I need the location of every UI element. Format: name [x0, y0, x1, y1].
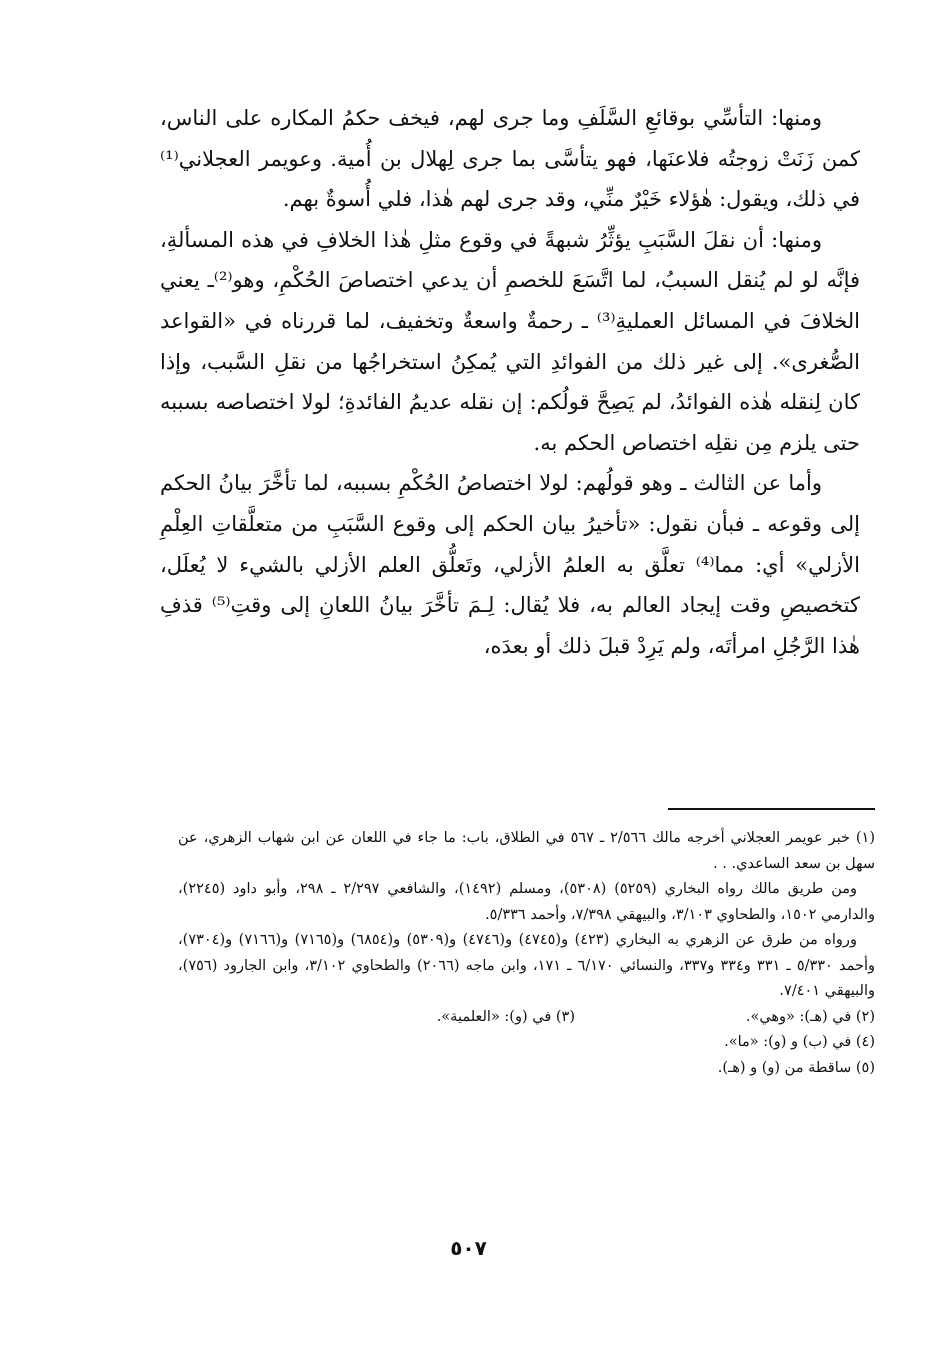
footnote-5: (٥) ساقطة من (و) و (هـ).	[717, 1059, 875, 1076]
footnote-1: (١) خبر عويمر العجلاني أخرجه مالك ٢/٥٦٦ ـ ٥٦٧ في الطلاق، باب: ما جاء في اللعان عن ابن شهاب الزهري، عن سهل بن سعد الساعدي. . .	[178, 830, 875, 872]
footnotes	[178, 826, 875, 1081]
paragraph-3: وأما عن الثالث ـ وهو قولُهم: لولا اختصاصُ الحُكْمِ بسببه، لما تأخَّرَ بيانُ الحكم إلى وقوعه ـ فبأن نقول: «تأخيرُ بيان الحكم إلى وقوع السَّبَبِ من متعلَّقاتِ العِلْمِ الأزلي» أي: مما⁽⁴⁾ تعلَّق به العلمُ الأزلي، وتَعلُّق العلم الأزلي بالشيء لا يُعلَل، كتخصيصِ وقت إيجاد العالم به، فلا يُقال: لِـمَ تأخَّرَ بيانُ اللعانِ إلى وقتِ⁽⁵⁾ قذفِ هٰذا الرَّجُلِ امرأتَه، ولم يَرِدْ قبلَ ذلك أو بعدَه،	[160, 471, 860, 658]
paragraph-2: ومنها: أن نقلَ السَّبَبِ يؤثِّرُ شبهةً في وقوع مثلِ هٰذا الخلافِ في هذه المسألةِ، فإنَّه لو لم يُنقل السببُ، لما اتَّسَعَ للخصمِ أن يدعي اختصاصَ الحُكْمِ، وهو⁽²⁾ـ يعني الخلافَ في المسائل العمليةِ⁽³⁾ ـ رحمةٌ واسعةٌ وتخفيف، لما قررناه في «القواعد الصُّغرى». إلى غير ذلك من الفوائدِ التي يُمكِنُ استخراجُها من نقلِ السَّبب، وإذا كان لِنقله هٰذه الفوائدُ، لم يَصِحَّ قولُكم: إن نقله عديمُ الفائدةِ؛ لولا اختصاصه بسببه حتى يلزم مِن نقلِه اختصاص الحكم به.	[160, 227, 861, 455]
paragraph-1: ومنها: التأسِّي بوقائعِ السَّلَفِ وما جرى لهم، فيخف حكمُ المكاره على الناس، كمن زَنَتْ زوجتُه فلاعنَها، فهو يتأسَّى بما جرى لِهلال بن أُمية. وعويمر العجلاني⁽¹⁾ في ذلك، ويقول: هٰؤلاء خَيْرٌ منِّي، وقد جرى لهم هٰذا، فلي أُسوةٌ بهم.	[160, 106, 860, 212]
footnote-1-sources-malik: ومن طريق مالك رواه البخاري (٥٢٥٩) (٥٣٠٨)، ومسلم (١٤٩٢)، والشافعي ٢/٢٩٧ ـ ٢٩٨، وأبو داود (٢٢٤٥)، والدارمي ١٥٠٢، والطحاوي ٣/١٠٣، والبيهقي ٧/٣٩٨، وأحمد ٥/٣٣٦.	[178, 881, 875, 923]
page-number: ٥٠٧	[450, 1236, 487, 1260]
footnote-divider	[668, 808, 875, 810]
footnote-1-sources-zuhri: ورواه من طرق عن الزهري به البخاري (٤٢٣) و(٤٧٤٥) و(٤٧٤٦) و(٥٣٠٩) و(٦٨٥٤) و(٧١٦٥) و(٧١٦٦) و(٧٣٠٤)، وأحمد ٥/٣٣٠ ـ ٣٣١ و٣٣٤ و٣٣٧، والنسائي ٦/١٧٠ ـ ١٧١، وابن ماجه (٢٠٦٦) والطحاوي ٣/١٠٢، وابن الجارود (٧٥٦)، والبيهقي ٧/٤٠١.	[178, 932, 875, 999]
footnote-pair	[178, 1005, 875, 1031]
main-text	[160, 98, 860, 666]
footnote-2: (٢) في (هـ): «وهي».	[745, 1008, 875, 1025]
footnote-4: (٤) في (ب) و (و): «ما».	[724, 1034, 875, 1050]
footnote-3: (٣) في (و): «العلمية».	[436, 1008, 575, 1025]
